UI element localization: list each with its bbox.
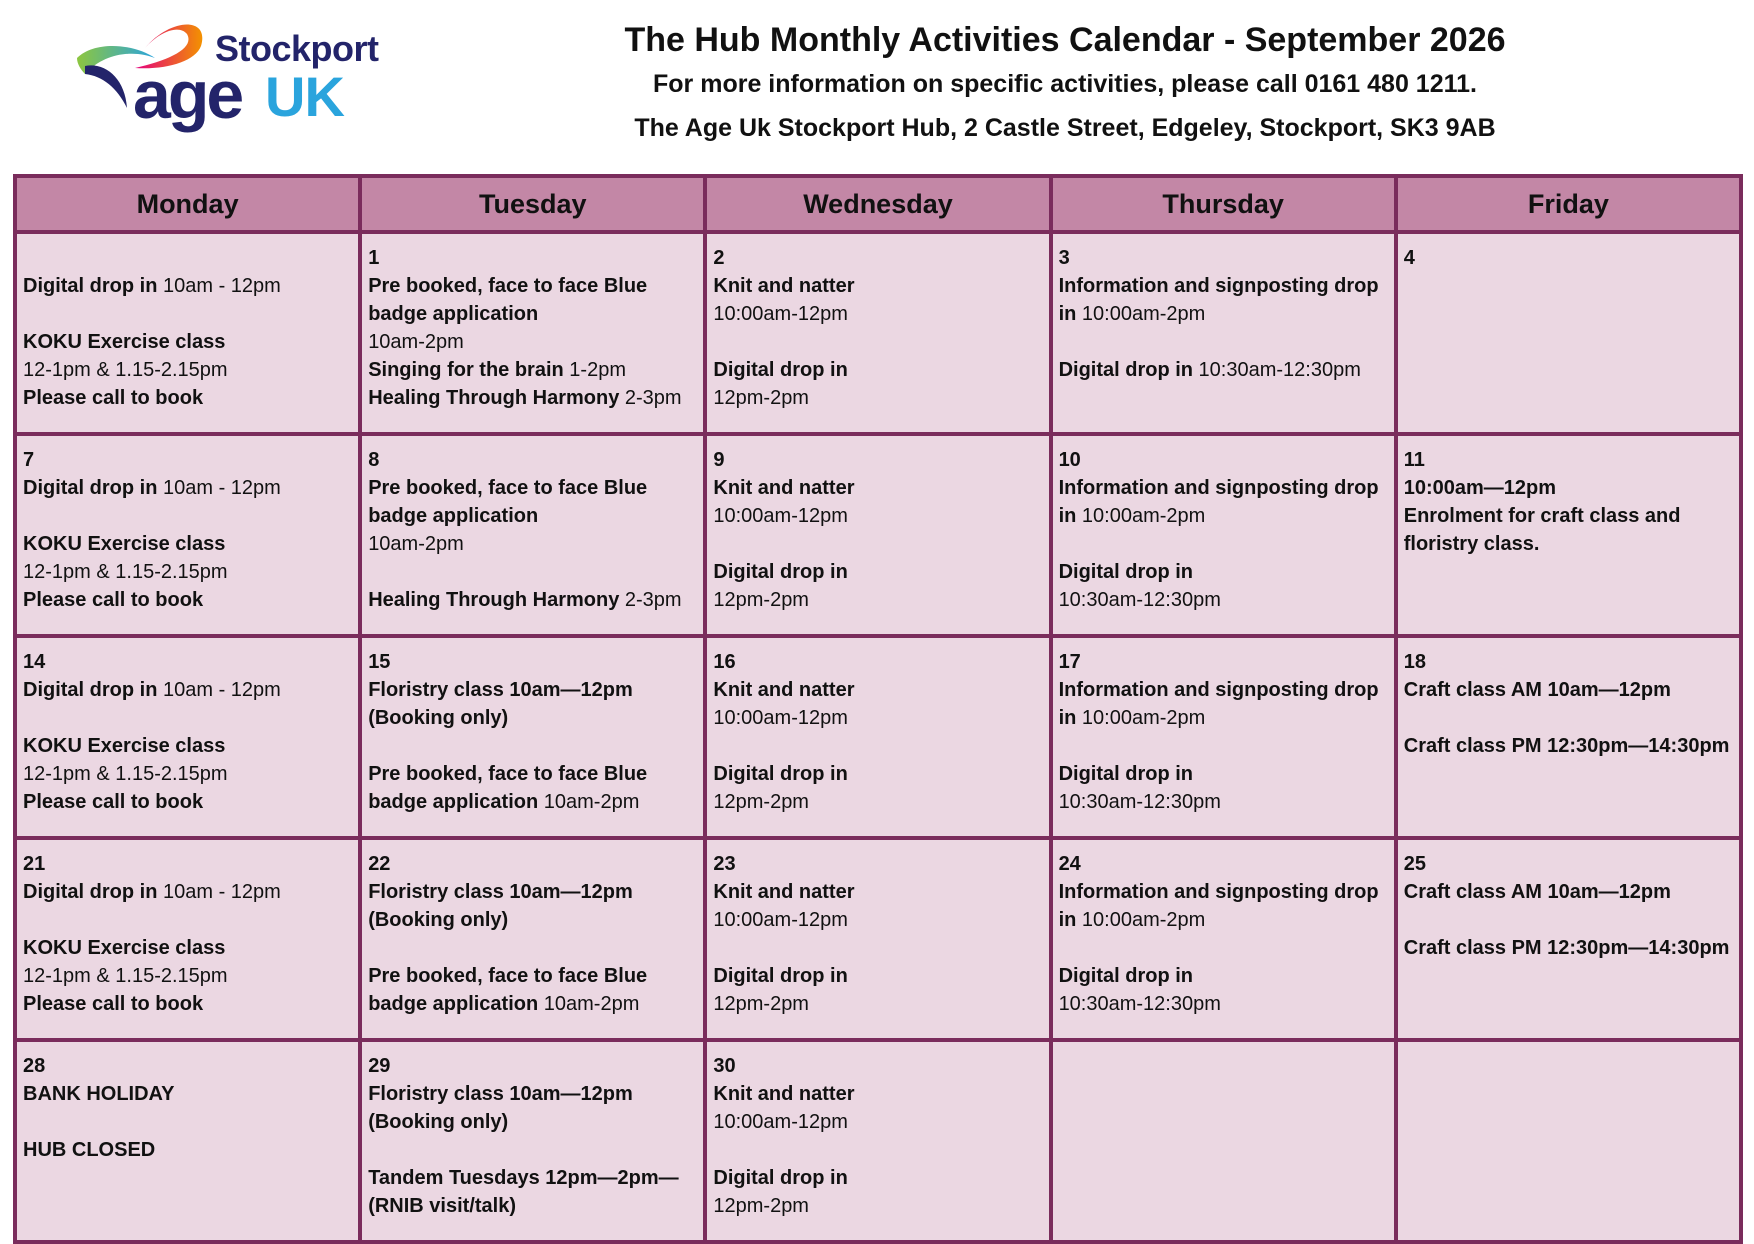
- day-number: 2: [713, 247, 725, 269]
- day-cell: [360, 434, 705, 636]
- activity-line: [1059, 558, 1388, 586]
- activity-line: [23, 356, 352, 384]
- activity-time: 12-1pm & 1.15-2.15pm: [23, 763, 228, 785]
- activity-line: [713, 760, 1042, 788]
- logo-uk-text: UK: [265, 65, 344, 128]
- activity-line: [368, 1108, 697, 1136]
- activity-line: [1059, 962, 1388, 990]
- activity-line: [23, 906, 352, 934]
- activity-name: Digital drop in: [1058, 763, 1193, 785]
- activity-line: [1059, 328, 1388, 356]
- week-row: [15, 838, 1741, 1040]
- activity-line: [1404, 530, 1733, 558]
- activity-line: [1404, 906, 1733, 934]
- activity-line: [1404, 878, 1733, 906]
- day-cell: [15, 1040, 360, 1242]
- activity-line: [1404, 502, 1733, 530]
- day-cell: [1396, 636, 1741, 838]
- activity-line: [713, 384, 1042, 412]
- activity-name: Digital drop in: [1058, 359, 1193, 381]
- activity-name: Enrolment for craft class and: [1403, 505, 1681, 527]
- activity-name: Floristry class 10am—12pm: [368, 679, 633, 701]
- activity-line: [1059, 356, 1388, 384]
- day-number: 1: [368, 247, 380, 269]
- activity-name: Digital drop in: [23, 679, 158, 701]
- activity-time: 10:30am-12:30pm: [1193, 359, 1361, 381]
- activity-name: Knit and natter: [713, 477, 855, 499]
- activity-time: 2-3pm: [619, 589, 682, 611]
- activity-name: Floristry class 10am—12pm: [368, 1083, 633, 1105]
- activity-name: KOKU Exercise class: [23, 331, 226, 353]
- week-row: [15, 434, 1741, 636]
- activity-line: [713, 1136, 1042, 1164]
- day-cell: [15, 232, 360, 434]
- activity-name: floristry class.: [1403, 533, 1540, 555]
- activity-time: 10:00am-12pm: [713, 505, 848, 527]
- day-number: 29: [368, 1055, 391, 1077]
- activity-name: Healing Through Harmony: [368, 387, 620, 409]
- activity-line: [368, 300, 697, 328]
- activity-name: Digital drop in: [23, 477, 158, 499]
- calendar-table: [13, 174, 1743, 1244]
- logo-stockport-text: Stockport: [215, 28, 379, 69]
- day-cell: [1396, 1040, 1741, 1242]
- activity-line: [713, 906, 1042, 934]
- day-cell: [705, 434, 1050, 636]
- activity-line: [713, 300, 1042, 328]
- activity-line: [713, 788, 1042, 816]
- day-number: 9: [713, 449, 725, 471]
- activity-line: [368, 1192, 697, 1220]
- activity-line: [1059, 300, 1388, 328]
- activity-line: [368, 732, 697, 760]
- activity-name: Please call to book: [23, 589, 204, 611]
- activity-line: [368, 502, 697, 530]
- activity-time: 10:00am-2pm: [1076, 505, 1206, 527]
- day-number: 17: [1058, 651, 1081, 673]
- activity-line: [1404, 732, 1733, 760]
- address-line: The Age Uk Stockport Hub, 2 Castle Street, Edgeley, Stockport, SK3 9AB: [634, 114, 1496, 142]
- activity-name: Craft class AM 10am—12pm: [1403, 679, 1671, 701]
- activity-line: [1059, 878, 1388, 906]
- activity-time: 2-3pm: [619, 387, 682, 409]
- activity-line: [23, 732, 352, 760]
- activity-name: KOKU Exercise class: [23, 533, 226, 555]
- activity-line: [368, 586, 697, 614]
- activity-name: KOKU Exercise class: [23, 937, 226, 959]
- calendar-body: [15, 232, 1741, 1242]
- activity-line: [23, 934, 352, 962]
- activity-time: 12-1pm & 1.15-2.15pm: [23, 561, 228, 583]
- day-cell: [360, 232, 705, 434]
- activity-line: [1059, 704, 1388, 732]
- activity-name: Pre booked, face to face Blue: [368, 763, 648, 785]
- activity-name: 10:00am—12pm: [1403, 477, 1557, 499]
- activity-time: 12-1pm & 1.15-2.15pm: [23, 965, 228, 987]
- activity-name: Digital drop in: [713, 561, 848, 583]
- activity-name: Digital drop in: [713, 763, 848, 785]
- activity-name: BANK HOLIDAY: [23, 1083, 175, 1105]
- activity-name: Pre booked, face to face Blue: [368, 477, 648, 499]
- activity-name: Information and signposting drop: [1058, 477, 1379, 499]
- activity-time: 10:00am-12pm: [713, 909, 848, 931]
- activity-line: [23, 586, 352, 614]
- activity-name: Floristry class 10am—12pm: [368, 881, 633, 903]
- weekday-header-row: [15, 176, 1741, 232]
- day-cell: [360, 1040, 705, 1242]
- activity-line: [23, 558, 352, 586]
- activity-line: [368, 676, 697, 704]
- activity-line: [713, 474, 1042, 502]
- activity-line: [368, 1164, 697, 1192]
- day-cell: [705, 1040, 1050, 1242]
- day-number: [1059, 1052, 1388, 1080]
- day-cell: [1051, 636, 1396, 838]
- activity-line: [1059, 788, 1388, 816]
- activity-line: [1404, 704, 1733, 732]
- activity-line: [23, 1108, 352, 1136]
- day-number: 4: [1403, 247, 1415, 269]
- activity-name: Healing Through Harmony: [368, 589, 620, 611]
- activity-name: Digital drop in: [1058, 561, 1193, 583]
- weekday-header: Wednesday: [705, 176, 1050, 232]
- activity-line: [713, 732, 1042, 760]
- weekday-header: Thursday: [1051, 176, 1396, 232]
- activity-line: [368, 760, 697, 788]
- activity-name: Please call to book: [23, 791, 204, 813]
- activity-line: [23, 962, 352, 990]
- activity-line: [1404, 474, 1733, 502]
- activity-time: 10am-2pm: [368, 331, 464, 353]
- activity-time: 10:00am-2pm: [1076, 303, 1206, 325]
- day-cell: [15, 838, 360, 1040]
- day-cell: [705, 636, 1050, 838]
- activity-line: [1059, 530, 1388, 558]
- activity-line: [713, 558, 1042, 586]
- week-row: [15, 232, 1741, 434]
- page-header: [0, 0, 1754, 170]
- activity-line: [1059, 586, 1388, 614]
- activity-time: 10:30am-12:30pm: [1058, 993, 1221, 1015]
- activity-name: Craft class PM 12:30pm—14:30pm: [1403, 735, 1730, 757]
- activity-line: [23, 1136, 352, 1164]
- day-number: 25: [1403, 853, 1426, 875]
- activity-name: Craft class PM 12:30pm—14:30pm: [1403, 937, 1730, 959]
- activity-time: 12pm-2pm: [713, 1195, 809, 1217]
- activity-time: 10:00am-2pm: [1076, 707, 1206, 729]
- activity-name: Digital drop in: [23, 881, 158, 903]
- day-number: [23, 244, 352, 272]
- activity-time: 12pm-2pm: [713, 791, 809, 813]
- day-cell: [1396, 434, 1741, 636]
- day-number: 10: [1058, 449, 1081, 471]
- activity-line: [713, 502, 1042, 530]
- activity-line: [23, 530, 352, 558]
- activity-line: [713, 676, 1042, 704]
- activity-line: [23, 474, 352, 502]
- day-cell: [1051, 1040, 1396, 1242]
- activity-line: [368, 530, 697, 558]
- activity-line: [23, 328, 352, 356]
- activity-line: [713, 1108, 1042, 1136]
- day-cell: [15, 636, 360, 838]
- day-number: 21: [23, 853, 46, 875]
- activity-name: Knit and natter: [713, 679, 855, 701]
- activity-name: Digital drop in: [23, 275, 158, 297]
- activity-name: badge application: [368, 993, 539, 1015]
- activity-name: Digital drop in: [713, 965, 848, 987]
- day-cell: [1051, 232, 1396, 434]
- day-number: 23: [713, 853, 736, 875]
- activity-line: [1059, 272, 1388, 300]
- activity-name: Please call to book: [23, 387, 204, 409]
- activity-line: [713, 1192, 1042, 1220]
- activity-line: [1059, 990, 1388, 1018]
- day-number: 18: [1403, 651, 1426, 673]
- activity-name: badge application: [368, 505, 539, 527]
- activity-name: (Booking only): [368, 707, 509, 729]
- activity-name: KOKU Exercise class: [23, 735, 226, 757]
- activity-name: in: [1058, 303, 1077, 325]
- activity-line: [23, 990, 352, 1018]
- activity-line: [713, 356, 1042, 384]
- activity-line: [1404, 934, 1733, 962]
- activity-line: [713, 1164, 1042, 1192]
- day-cell: [360, 636, 705, 838]
- activity-line: [368, 328, 697, 356]
- activity-name: HUB CLOSED: [23, 1139, 156, 1161]
- activity-name: badge application: [368, 791, 539, 813]
- activity-line: [23, 788, 352, 816]
- activity-line: [368, 788, 697, 816]
- activity-line: [368, 906, 697, 934]
- activity-time: 10am-2pm: [368, 533, 464, 555]
- activity-line: [368, 704, 697, 732]
- activity-line: [23, 384, 352, 412]
- activity-line: [368, 962, 697, 990]
- week-row: [15, 1040, 1741, 1242]
- activity-time: 10:00am-12pm: [713, 303, 848, 325]
- activity-name: Please call to book: [23, 993, 204, 1015]
- day-cell: [1051, 434, 1396, 636]
- activity-name: badge application: [368, 303, 539, 325]
- day-number: 22: [368, 853, 391, 875]
- activity-name: Knit and natter: [713, 1083, 855, 1105]
- activity-line: [368, 558, 697, 586]
- activity-line: [368, 384, 697, 412]
- activity-line: [1059, 502, 1388, 530]
- activity-name: (Booking only): [368, 909, 509, 931]
- day-number: 15: [368, 651, 391, 673]
- activity-time: 12-1pm & 1.15-2.15pm: [23, 359, 228, 381]
- activity-time: 10:00am-2pm: [1076, 909, 1206, 931]
- activity-name: (RNIB visit/talk): [368, 1195, 516, 1217]
- activity-time: 10:30am-12:30pm: [1058, 589, 1221, 611]
- day-cell: [360, 838, 705, 1040]
- header-titles: [560, 18, 1570, 150]
- activity-line: [1059, 474, 1388, 502]
- activity-line: [713, 934, 1042, 962]
- activity-line: [23, 300, 352, 328]
- day-cell: [1396, 838, 1741, 1040]
- activity-line: [1059, 906, 1388, 934]
- activity-time: 12pm-2pm: [713, 993, 809, 1015]
- activity-name: Pre booked, face to face Blue: [368, 965, 648, 987]
- activity-line: [23, 676, 352, 704]
- activity-name: (Booking only): [368, 1111, 509, 1133]
- activity-time: 10am - 12pm: [157, 881, 281, 903]
- activity-name: Information and signposting drop: [1058, 275, 1379, 297]
- activity-name: Tandem Tuesdays 12pm—2pm—: [368, 1167, 679, 1189]
- day-cell: [1396, 232, 1741, 434]
- logo-age-text: age: [133, 57, 242, 133]
- activity-line: [1059, 760, 1388, 788]
- info-line: For more information on specific activities, please call 0161 480 1211.: [653, 70, 1477, 98]
- day-number: 16: [713, 651, 736, 673]
- activity-line: [368, 878, 697, 906]
- activity-name: Digital drop in: [1058, 965, 1193, 987]
- day-cell: [705, 232, 1050, 434]
- activity-name: Singing for the brain: [368, 359, 564, 381]
- day-number: 30: [713, 1055, 736, 1077]
- activity-name: in: [1058, 505, 1077, 527]
- activity-time: 10am-2pm: [538, 791, 640, 813]
- week-row: [15, 636, 1741, 838]
- activity-line: [713, 962, 1042, 990]
- day-number: [1404, 1052, 1733, 1080]
- day-number: 11: [1403, 449, 1425, 471]
- activity-name: Pre booked, face to face Blue: [368, 275, 648, 297]
- activity-line: [1059, 934, 1388, 962]
- activity-line: [368, 272, 697, 300]
- activity-time: 10:00am-12pm: [713, 1111, 848, 1133]
- day-number: 24: [1058, 853, 1081, 875]
- activity-line: [23, 272, 352, 300]
- activity-time: 1-2pm: [563, 359, 626, 381]
- activity-name: Information and signposting drop: [1058, 881, 1379, 903]
- activity-name: Information and signposting drop: [1058, 679, 1379, 701]
- activity-time: 10am-2pm: [538, 993, 640, 1015]
- activity-line: [368, 934, 697, 962]
- page-title: The Hub Monthly Activities Calendar - September 2026: [624, 21, 1506, 59]
- activity-name: Digital drop in: [713, 1167, 848, 1189]
- activity-line: [368, 474, 697, 502]
- activity-time: 10:00am-12pm: [713, 707, 848, 729]
- day-number: 8: [368, 449, 380, 471]
- activity-line: [713, 1080, 1042, 1108]
- activity-line: [713, 704, 1042, 732]
- activity-line: [713, 328, 1042, 356]
- activity-time: 12pm-2pm: [713, 387, 809, 409]
- day-cell: [705, 838, 1050, 1040]
- activity-time: 10am - 12pm: [157, 275, 281, 297]
- activity-line: [368, 990, 697, 1018]
- activity-time: 10am - 12pm: [157, 477, 281, 499]
- weekday-header: Tuesday: [360, 176, 705, 232]
- activity-line: [368, 1080, 697, 1108]
- activity-name: Knit and natter: [713, 275, 855, 297]
- activity-line: [713, 530, 1042, 558]
- day-cell: [1051, 838, 1396, 1040]
- activity-name: Craft class AM 10am—12pm: [1403, 881, 1671, 903]
- day-number: 14: [23, 651, 46, 673]
- activity-line: [368, 1136, 697, 1164]
- activity-time: 10:30am-12:30pm: [1058, 791, 1221, 813]
- activity-line: [713, 272, 1042, 300]
- activity-line: [1404, 676, 1733, 704]
- activity-line: [1059, 732, 1388, 760]
- activity-line: [713, 990, 1042, 1018]
- activity-line: [23, 1080, 352, 1108]
- activity-line: [23, 878, 352, 906]
- activity-line: [23, 760, 352, 788]
- activity-name: in: [1058, 707, 1077, 729]
- age-uk-stockport-logo: [75, 18, 405, 136]
- day-number: 3: [1058, 247, 1070, 269]
- day-number: 28: [23, 1055, 46, 1077]
- activity-line: [1059, 676, 1388, 704]
- activity-name: Knit and natter: [713, 881, 855, 903]
- weekday-header: Monday: [15, 176, 360, 232]
- day-number: 7: [23, 449, 35, 471]
- activity-line: [368, 356, 697, 384]
- activity-line: [23, 502, 352, 530]
- activity-time: 10am - 12pm: [157, 679, 281, 701]
- activity-line: [713, 586, 1042, 614]
- activity-line: [23, 704, 352, 732]
- activity-time: 12pm-2pm: [713, 589, 809, 611]
- weekday-header: Friday: [1396, 176, 1741, 232]
- activity-line: [713, 878, 1042, 906]
- activity-name: Digital drop in: [713, 359, 848, 381]
- activity-name: in: [1058, 909, 1077, 931]
- day-cell: [15, 434, 360, 636]
